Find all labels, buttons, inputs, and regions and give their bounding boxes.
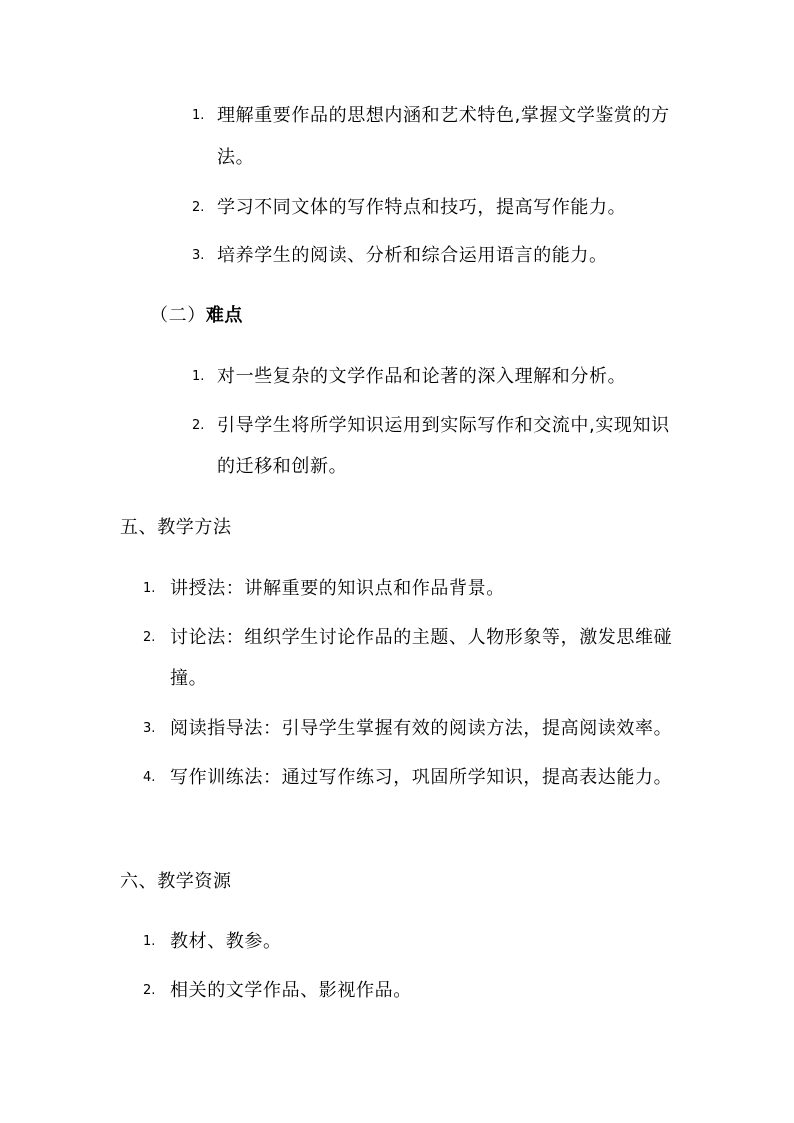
list-item-text: 对一些复杂的文学作品和论著的深入理解和分析。 xyxy=(217,366,627,387)
list-number: 1. xyxy=(192,369,205,384)
list-number: 1. xyxy=(143,581,156,596)
subsection-heading xyxy=(150,304,243,328)
list-number: 2. xyxy=(192,418,205,433)
section-heading: 六、教学资源 xyxy=(120,871,232,892)
list-number: 4. xyxy=(143,770,156,785)
subsection-prefix: （二） xyxy=(150,305,206,326)
section-heading: 五、教学方法 xyxy=(120,517,232,538)
list-item-text: 讨论法：组织学生讨论作品的主题、人物形象等，激发思维碰 xyxy=(170,627,673,648)
list-item-text-continuation: 法。 xyxy=(217,147,255,168)
list-number: 2. xyxy=(192,200,205,215)
list-item-text: 讲授法：讲解重要的知识点和作品背景。 xyxy=(170,578,505,599)
list-number: 3. xyxy=(192,248,205,263)
list-item-text: 阅读指导法：引导学生掌握有效的阅读方法，提高阅读效率。 xyxy=(170,718,673,739)
list-item-text: 学习不同文体的写作特点和技巧，提高写作能力。 xyxy=(217,197,627,218)
list-item-text: 理解重要作品的思想内涵和艺术特色,掌握文学鉴赏的方 xyxy=(217,105,670,126)
list-number: 1. xyxy=(143,934,156,949)
list-number: 3. xyxy=(143,721,156,736)
list-item-text: 写作训练法：通过写作练习，巩固所学知识，提高表达能力。 xyxy=(170,767,673,788)
list-item-text: 引导学生将所学知识运用到实际写作和交流中,实现知识 xyxy=(217,415,670,436)
subsection-title: 难点 xyxy=(205,305,244,326)
list-number: 1. xyxy=(192,108,205,123)
list-number: 2. xyxy=(143,983,156,998)
list-item-text-continuation: 的迁移和创新。 xyxy=(217,456,348,477)
list-item-text: 培养学生的阅读、分析和综合运用语言的能力。 xyxy=(217,245,608,266)
list-item-text: 教材、教参。 xyxy=(170,931,282,952)
list-number: 2. xyxy=(143,630,156,645)
list-item-text: 相关的文学作品、影视作品。 xyxy=(170,980,412,1001)
list-item-text-continuation: 撞。 xyxy=(170,668,208,689)
